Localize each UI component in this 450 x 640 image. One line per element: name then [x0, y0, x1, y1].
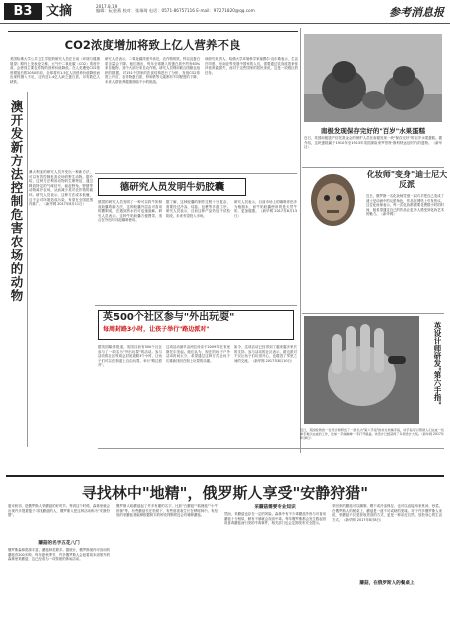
milk-column-1: 德国的研究人员发明了一种可以将牛奶制成胶囊的新方法，这种胶囊外层由可食用的糖制成，在遇到热水后可迅速溶解。研究人员表示，这种牛奶胶囊方便携带，适合在外出时冲泡咖啡使用。: [98, 200, 162, 223]
milk-capsule-headline: 德研究人员发明牛奶胶囊: [98, 178, 246, 196]
co2-column-2: 研究人员表示，二氧化碳浓度升高后，农作物的铁、锌以及蛋白质含量会下降。他们指出，每年全球摄入的蛋白质中约有63%来自植物，其中大部分来自农作物。研究人员利用联合国粮农组织的数据，对151个国家的饮食结构进行了分析，发现CO2浓度上升后，农作物蛋白质、锌和铁等元素都有不同程度的下降，未来人群营养健康面临不小的挑战。: [105, 57, 200, 84]
right-column-rule: [300, 28, 301, 453]
teacher-top-rule: [95, 173, 297, 174]
russia-column-1: 俄罗斯森林资源丰富，蘑菇种类繁多。据统计，俄罗斯境内可食用的蘑菇有200多种。每年夏秋季节，许多俄罗斯人会趁着周末到郊外的森林里采蘑菇，这已经成为一项传统的休闲活动。: [8, 548, 110, 562]
bottom-story-rule: [6, 475, 444, 477]
skull-illustration: [303, 170, 363, 230]
community-top-rule: [95, 305, 297, 306]
russia-intro: 夏末秋初，是俄罗斯人采蘑菇的好时节。每到这个时候，森林里就会出现许多提着篮子寻找蘑菇的人，俄罗斯人把这种活动称为"安静狩猎"。: [8, 504, 110, 518]
page-code-badge: B3: [4, 3, 42, 20]
sixth-finger-headline: 英设计师研发"第六手指": [433, 322, 442, 405]
russia-headline: 寻找林中"地精"，俄罗斯人享受"安静狩猎": [81, 484, 369, 502]
community-headline: 英500个社区参与"外出玩耍": [103, 312, 235, 323]
finger-top-rule: [302, 313, 444, 314]
ape-photo: [304, 34, 442, 122]
community-column-2: 这项活动最早由两位母亲于2009年在布里斯托尔发起。她们认为，现在的孩子户外活动时间太少，希望通过这种方式让孩子们重新找回在街上玩耍的乐趣。: [166, 345, 230, 363]
issue-date: 2017.8.19: [96, 4, 118, 9]
milk-column-3: 研究人员表示，目前市场上的咖啡伴侣多为植脂末，而牛奶胶囊使用的是天然牛奶，更加健康。（新华网 2017年8月13日）: [234, 200, 297, 218]
russia-subhead-1: 蘑菇的名字五花八门: [38, 541, 80, 546]
community-headline-box: [98, 310, 294, 340]
sidebar-body: 澳大利亚的研究人员开发出一种新方法，可以有效控制危害农场的野生动物。据介绍，这种方法利用动物的生理特征，通过释放特定的气味信号，驱赶野兔、野猪等动物离开农场，从而减少其对农作物的破坏。研究人员表示，这种方法成本低廉，且不会对环境造成污染，有望在全国范围内推广。（新华网 2017年8月11日）: [29, 170, 93, 207]
masthead: [0, 0, 450, 24]
russia-subhead-3: 蘑菇，在俄罗斯人的餐桌上: [359, 581, 415, 586]
section-name: 文摘: [46, 4, 73, 19]
co2-column-3: 该研究负责人、哈佛大学环境科学家塞缪尔·迈尔斯表示，生活在印度、东南亚等发展中国家的人们，需要通过饮食改善来弥补营养素损失，而对于这些国家的居民来说，这是一项艰巨的任务。: [205, 57, 298, 75]
ape-illustration: [304, 34, 442, 122]
makeup-headline: 化妆师"变身"迪士尼大反派: [366, 170, 448, 189]
sidebar-rule: [27, 92, 28, 447]
sixth-finger-photo: [304, 316, 419, 424]
skull-top-rule: [302, 167, 444, 168]
makeup-body: 近日，俄罗斯一名化妆师凭借一双巧手把自己变成了迪士尼动画中的反派角色，作品在网络上引发热议。这位化妆师表示，每一次化妆都需要花费数小时的时间，她希望通过自己的作品让更多人感受到化妆艺术的魅力。（新华网）: [366, 194, 444, 217]
hand-illustration: [304, 316, 419, 424]
co2-headline: CO2浓度增加将致上亿人营养不良: [64, 38, 241, 52]
co2-top-rule: [8, 31, 298, 32]
co2-column-1: 美国哈佛大学公共卫生学院的研究人员在日前《环境与健康展望》期刊上发表论文称，大气中二氧化碳（CO2）浓度升高，会使得主要农作物的营养价值降低。在人类遭受CO2浓度增加后的2050年前，全球将有1.5亿人因营养价值降低而出现锌摄入不足，还有近1.4亿人缺乏蛋白质，另有数亿人缺铁。: [10, 57, 100, 84]
paper-name: 参考消息报: [389, 6, 444, 19]
russia-column-2: 俄罗斯人给蘑菇起了许多有趣的名字，比如"白蘑菇""狐狸菇""小牛肝菌"等。有些蘑菇长在松树下，有些则喜欢生长在桦树林中。有经验的采蘑菇者能够根据树木的种类判断附近会有哪种蘑菇。: [116, 504, 218, 518]
editor-info: 编辑：阮金燕 校对：张瑞琦 电话：0571-86757116 E-mail：97271820@qq.com: [96, 8, 255, 13]
caption-top-rule: [98, 448, 444, 449]
russia-column-3: 然而，采蘑菇也存在一定的风险。森林中有不少毒蘑菇外形与可食用蘑菇十分相似，稍有不慎就会误食中毒。每年俄罗斯都会发生数起因误食毒蘑菇而引发的中毒事件，相关部门也会定期发布安全提示。: [224, 512, 326, 526]
community-column-3: 如今，这项活动已经得到了越来越多家长的支持。参与活动的社区表示，路边派对不仅让孩子们玩得开心，也增进了邻里之间的交流。（新华网 2017年8月10日）: [234, 345, 297, 363]
community-subheadline: 每周封路3小时，让孩子举行"路边派对": [103, 326, 210, 333]
community-column-1: 据英国媒体报道，英国目前有500个社区参与了一项名为"外出玩耍"的活动。参与活动的社区每周会封闭道路3个小时，让孩子们可以在街道上自由玩耍，举行"路边派对"。: [98, 345, 162, 368]
sidebar-headline: 澳开发新方法控制危害农场的动物: [9, 100, 24, 303]
ape-caption-body: 近日，英国南极遗产信托基金会的保护人员在南极发现一块"保存完好"的百岁水果蛋糕。据介绍，这块蛋糕属于1910年至1913年英国探险家罗伯特·斯科特远征时代的遗物。（新华社）: [304, 136, 442, 150]
russia-column-4: 采回来的蘑菇可以腌制、晒干或冷冻保存，也可以直接用来煮汤、炒菜。在俄罗斯人的餐桌上，蘑菇是一道不可或缺的美味。对于许多俄罗斯人来说，采蘑菇不仅是获取美食的方式，更是一种亲近自然、放松身心的生活方式。（新华网 2017年8月8日）: [332, 504, 442, 522]
milk-column-2: 据了解，这种胶囊的制作过程十分复杂，需要经过冷冻、结晶、包裹等多道工序。研究人员表示，目前这种产品仍处于试验阶段，未来有望投入市场。: [166, 200, 230, 218]
russia-subhead-2: 采蘑菇需要专业知识: [254, 505, 296, 510]
ape-caption-title: 南极发现保存完好的"百岁"水果蛋糕: [320, 127, 426, 135]
sixth-finger-caption: 近日，英国伦敦的一名设计师研发了一款名为"第六手指"的仿生机械手指，该手指可以帮助人们完成一些单手难以完成的工作，比如一手端咖啡一手打开瓶盖。该设计已经获得了多项设计大奖。（新华网 2017年8月8日）: [300, 428, 444, 441]
makeup-photo: [303, 170, 363, 230]
